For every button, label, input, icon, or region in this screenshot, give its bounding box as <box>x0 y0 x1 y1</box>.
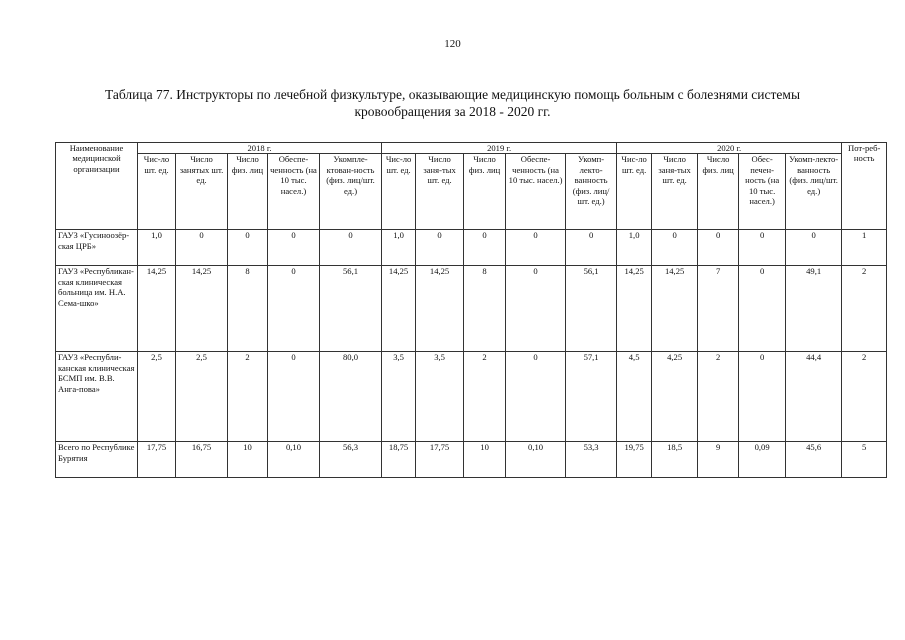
header-2019-staffing: Укомп-лекто-ванность (физ. лиц/шт. ед.) <box>566 154 617 230</box>
cell: 2 <box>464 352 506 442</box>
cell: 0,09 <box>739 442 786 478</box>
cell: 53,3 <box>566 442 617 478</box>
cell: 14,25 <box>617 266 652 352</box>
cell: 0 <box>268 352 320 442</box>
cell: 0 <box>176 230 228 266</box>
cell: 14,25 <box>652 266 698 352</box>
cell: 0 <box>320 230 382 266</box>
cell: 80,0 <box>320 352 382 442</box>
row-org-name: Всего по Республике Бурятия <box>56 442 138 478</box>
cell: 10 <box>228 442 268 478</box>
cell: 49,1 <box>786 266 842 352</box>
cell: 0 <box>506 266 566 352</box>
cell: 1 <box>842 230 887 266</box>
cell: 18,5 <box>652 442 698 478</box>
header-2020-staffing: Укомп-лекто-ванность (физ. лиц/шт. ед.) <box>786 154 842 230</box>
table-title <box>40 86 865 120</box>
cell: 56,3 <box>320 442 382 478</box>
cell: 5 <box>842 442 887 478</box>
header-org: Наименование медицинской организации <box>56 143 138 230</box>
cell: 8 <box>228 266 268 352</box>
header-need: Пот-реб-ность <box>842 143 887 230</box>
cell: 45,6 <box>786 442 842 478</box>
header-2020-staff-units: Чис-ло шт. ед. <box>617 154 652 230</box>
header-2019-occupied-units: Число заня-тых шт. ед. <box>416 154 464 230</box>
cell: 2 <box>842 266 887 352</box>
cell: 17,75 <box>416 442 464 478</box>
header-2019-staff-units: Чис-ло шт. ед. <box>382 154 416 230</box>
cell: 0 <box>228 230 268 266</box>
cell: 0 <box>464 230 506 266</box>
instructors-table <box>55 142 887 478</box>
cell: 16,75 <box>176 442 228 478</box>
header-2018-staffing: Укомпле-ктован-ность (физ. лиц/шт. ед.) <box>320 154 382 230</box>
cell: 0 <box>506 352 566 442</box>
cell: 57,1 <box>566 352 617 442</box>
row-org-name: ГАУЗ «Республи-канская клиническая БСМП им. В.В. Анга-пова» <box>56 352 138 442</box>
header-2018-persons: Число физ. лиц <box>228 154 268 230</box>
table-row-total <box>56 442 887 478</box>
cell: 18,75 <box>382 442 416 478</box>
cell: 2 <box>228 352 268 442</box>
cell: 17,75 <box>138 442 176 478</box>
cell: 2,5 <box>176 352 228 442</box>
cell: 0,10 <box>268 442 320 478</box>
header-2019-persons: Число физ. лиц <box>464 154 506 230</box>
cell: 3,5 <box>382 352 416 442</box>
cell: 0 <box>268 266 320 352</box>
cell: 1,0 <box>617 230 652 266</box>
cell: 0 <box>506 230 566 266</box>
cell: 4,25 <box>652 352 698 442</box>
header-2020-occupied-units: Число заня-тых шт. ед. <box>652 154 698 230</box>
cell: 2,5 <box>138 352 176 442</box>
cell: 0 <box>652 230 698 266</box>
cell: 3,5 <box>416 352 464 442</box>
table-row <box>56 230 887 266</box>
cell: 44,4 <box>786 352 842 442</box>
header-2018-occupied-units: Число занятых шт. ед. <box>176 154 228 230</box>
cell: 9 <box>698 442 739 478</box>
cell: 0 <box>739 266 786 352</box>
cell: 7 <box>698 266 739 352</box>
cell: 56,1 <box>566 266 617 352</box>
cell: 14,25 <box>176 266 228 352</box>
header-2020-provision: Обес-печен-ность (на 10 тыс. насел.) <box>739 154 786 230</box>
cell: 2 <box>842 352 887 442</box>
cell: 0,10 <box>506 442 566 478</box>
cell: 14,25 <box>382 266 416 352</box>
header-2018-provision: Обеспе-ченность (на 10 тыс. насел.) <box>268 154 320 230</box>
cell: 0 <box>416 230 464 266</box>
cell: 0 <box>739 352 786 442</box>
row-org-name: ГАУЗ «Республикан-ская клиническая больница им. Н.А. Сема-шко» <box>56 266 138 352</box>
cell: 2 <box>698 352 739 442</box>
cell: 0 <box>786 230 842 266</box>
cell: 0 <box>698 230 739 266</box>
cell: 10 <box>464 442 506 478</box>
cell: 1,0 <box>138 230 176 266</box>
table-title-line-2: кровообращения за 2018 - 2020 гг. <box>354 104 551 119</box>
table-row <box>56 266 887 352</box>
row-org-name: ГАУЗ «Гусиноозёр-ская ЦРБ» <box>56 230 138 266</box>
header-year-2018: 2018 г. <box>138 143 382 154</box>
table-row <box>56 352 887 442</box>
cell: 0 <box>268 230 320 266</box>
cell: 56,1 <box>320 266 382 352</box>
header-2019-provision: Обеспе-ченность (на 10 тыс. насел.) <box>506 154 566 230</box>
table-title-line-1: Таблица 77. Инструкторы по лечебной физкультуре, оказывающие медицинскую помощь больным с болезнями системы <box>104 87 801 102</box>
cell: 8 <box>464 266 506 352</box>
cell: 0 <box>566 230 617 266</box>
cell: 1,0 <box>382 230 416 266</box>
header-2020-persons: Число физ. лиц <box>698 154 739 230</box>
header-2018-staff-units: Чис-ло шт. ед. <box>138 154 176 230</box>
cell: 14,25 <box>416 266 464 352</box>
cell: 19,75 <box>617 442 652 478</box>
cell: 0 <box>739 230 786 266</box>
header-year-2019: 2019 г. <box>382 143 617 154</box>
cell: 4,5 <box>617 352 652 442</box>
page-number: 120 <box>444 38 461 50</box>
cell: 14,25 <box>138 266 176 352</box>
header-year-2020: 2020 г. <box>617 143 842 154</box>
